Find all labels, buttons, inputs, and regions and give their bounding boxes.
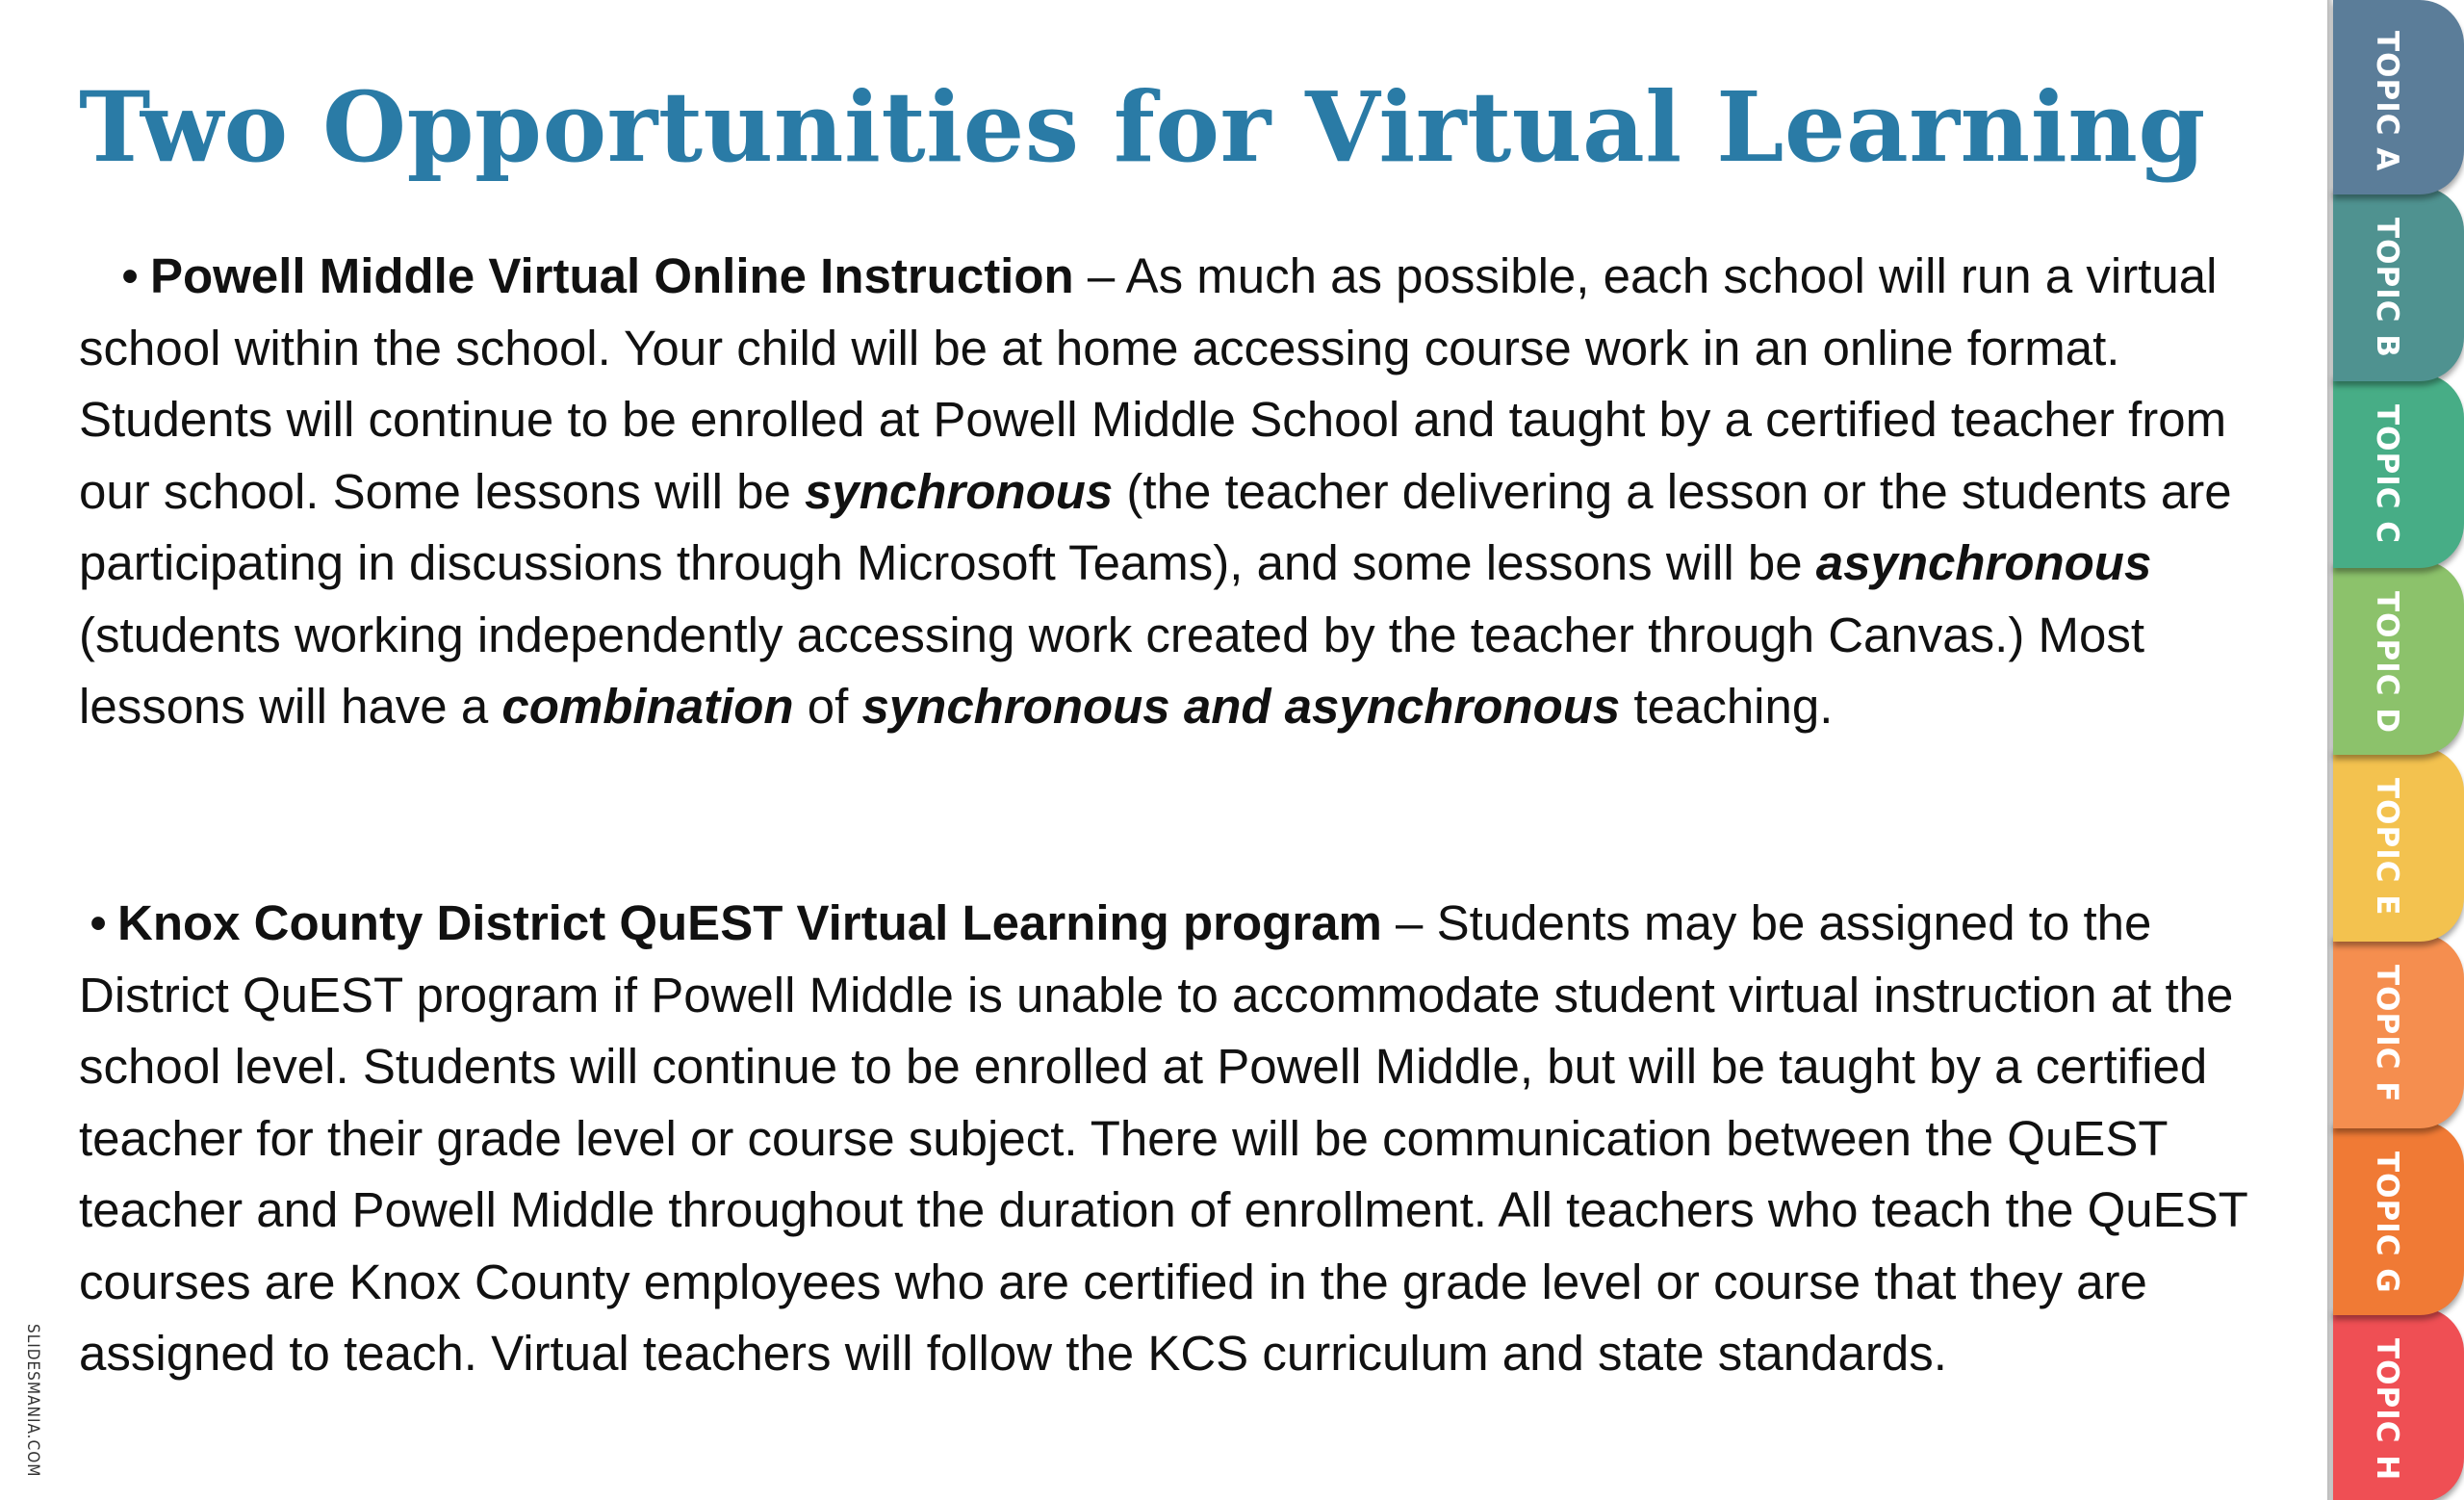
paragraph-knox-county-quest [79, 888, 2254, 1390]
topic-tabs [2327, 0, 2464, 1500]
tab-label: TOPIC B [2370, 218, 2404, 358]
bullet-icon: • [121, 248, 139, 303]
tab-label: TOPIC F [2370, 965, 2404, 1103]
tab-topic-f[interactable] [2333, 934, 2464, 1128]
emphasis-text: combination [501, 679, 794, 734]
paragraph-text: – As much as possible, each school will run a virtual school within the school. Your child will be at home accessing course work in an online format. Students will continue to be enrolled at Powell Middle School and taught by a certified teacher from our school. Some lessons will be [79, 248, 2227, 519]
emphasis-text: asynchronous [1815, 535, 2152, 590]
paragraph-text: (the teacher delivering a lesson or the students are participating in discussions through Microsoft Teams), and some lessons will be [79, 463, 2232, 590]
tab-topic-c[interactable] [2333, 374, 2464, 568]
paragraph-text: (students working independently accessing work created by the teacher through Canvas.) Most lessons will have a [79, 607, 2144, 734]
tab-topic-e[interactable] [2333, 747, 2464, 942]
slide-title: Two Opportunities for Virtual Learning [79, 70, 2206, 184]
tab-topic-b[interactable] [2333, 187, 2464, 381]
tab-topic-h[interactable] [2333, 1307, 2464, 1500]
tab-topic-g[interactable] [2333, 1121, 2464, 1315]
paragraph-text: of [793, 679, 862, 734]
emphasis-text: synchronous [805, 463, 1114, 519]
paragraph-heading: Powell Middle Virtual Online Instruction [150, 248, 1074, 303]
emphasis-text: synchronous and asynchronous [861, 679, 1621, 734]
slidesmania-watermark: SLIDESMANIA.COM [23, 1324, 42, 1478]
paragraph-heading: Knox County District QuEST Virtual Learning program [117, 895, 1382, 950]
paragraph-text: – Students may be assigned to the District QuEST program if Powell Middle is unable to accommodate student virtual instruction at the school level. Students will continue to be enrolled at Powell Middle, but will be taught by a certified teacher for their grade level or course subject. There will be communication between the QuEST teacher and Powell Middle throughout the duration of enrollment. All teachers who teach the QuEST courses are Knox County employees who are certified in the grade level or course that they are assigned to teach. Virtual teachers will follow the KCS curriculum and state standards. [79, 895, 2247, 1381]
tab-label: TOPIC H [2370, 1338, 2404, 1482]
tab-label: TOPIC E [2370, 778, 2404, 917]
tab-label: TOPIC A [2370, 31, 2404, 172]
paragraph-powell-middle [79, 241, 2254, 743]
bullet-icon: • [90, 895, 107, 950]
tab-topic-d[interactable] [2333, 560, 2464, 755]
tab-label: TOPIC G [2370, 1151, 2404, 1294]
tab-label: TOPIC C [2370, 404, 2404, 545]
tab-topic-a[interactable] [2333, 0, 2464, 194]
paragraph-text: teaching. [1620, 679, 1834, 734]
tab-label: TOPIC D [2370, 591, 2404, 735]
